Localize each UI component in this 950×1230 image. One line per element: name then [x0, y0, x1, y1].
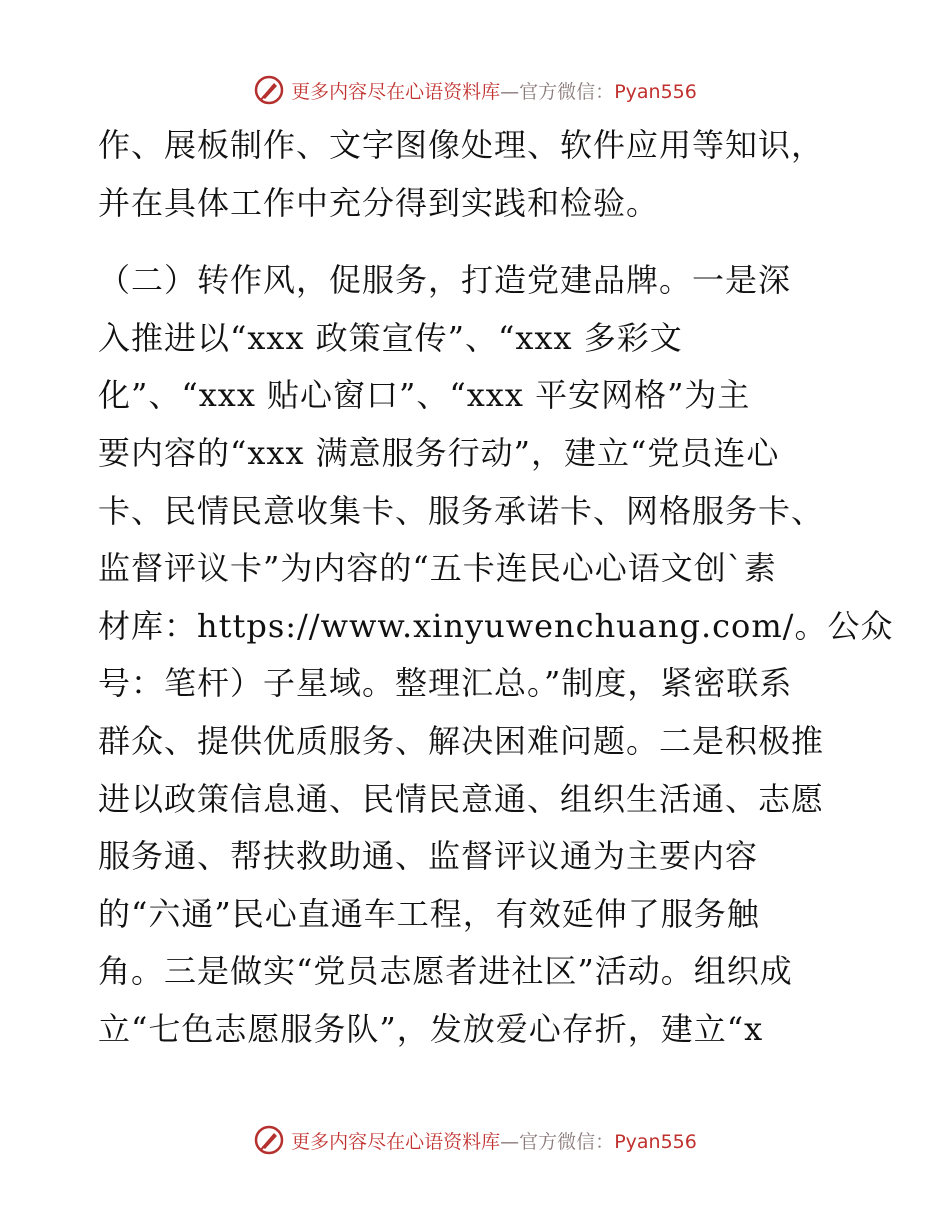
footer-watermark-banner — [0, 1120, 950, 1160]
text-line: 卡、民情民意收集卡、服务承诺卡、网格服务卡、 — [98, 491, 825, 530]
text-line: 立“七色志愿服务队”，发放爱心存折，建立“x — [98, 1009, 764, 1048]
watermark-text — [291, 77, 697, 104]
text-line: 号：笔杆）子星域。整理汇总。”制度，紧密联系 — [98, 664, 793, 703]
pen-logo-icon — [253, 74, 285, 106]
pen-logo-icon — [253, 1124, 285, 1156]
text-line: 入推进以“xxx 政策宣传”、“xxx 多彩文 — [98, 318, 683, 357]
text-line: 化”、“xxx 贴心窗口”、“xxx 平安网格”为主 — [98, 376, 751, 415]
watermark-wechat-id: Pyan556 — [614, 1130, 697, 1153]
watermark-site-name: 更多内容尽在心语资料库 — [291, 1130, 501, 1153]
watermark-text — [291, 1127, 697, 1154]
text-line: 要内容的“xxx 满意服务行动”，建立“党员连心 — [98, 433, 780, 472]
watermark-wechat-label: 官方微信： — [519, 1130, 615, 1153]
text-line: 的“六通”民心直通车工程，有效延伸了服务触 — [98, 894, 760, 933]
watermark-wechat-label: 官方微信： — [519, 80, 615, 103]
text-line: 监督评议卡”为内容的“五卡连民心心语文创`素 — [98, 549, 777, 588]
watermark-wechat-id: Pyan556 — [614, 80, 697, 103]
paragraph — [98, 117, 858, 232]
text-line: 服务通、帮扶救助通、监督评议通为主要内容 — [98, 837, 759, 876]
text-line: 材库：https://www.xinyuwenchuang.com/。公众 — [98, 606, 894, 645]
text-line: （二）转作风，促服务，打造党建品牌。一是深 — [98, 261, 792, 300]
document-body — [98, 117, 894, 1059]
watermark-separator: — — [500, 80, 520, 103]
text-line: 进以政策信息通、民情民意通、组织生活通、志愿 — [98, 779, 825, 818]
paragraph — [98, 252, 894, 1058]
header-watermark-banner — [0, 70, 950, 110]
text-line: 并在具体工作中充分得到实践和检验。 — [98, 183, 660, 222]
text-line: 角。三是做实“党员志愿者进社区”活动。组织成 — [98, 952, 793, 991]
text-line: 群众、提供优质服务、解决困难问题。二是积极推 — [98, 721, 825, 760]
watermark-separator: — — [500, 1130, 520, 1153]
text-line: 作、展板制作、文字图像处理、软件应用等知识， — [98, 126, 825, 164]
watermark-site-name: 更多内容尽在心语资料库 — [291, 80, 501, 103]
